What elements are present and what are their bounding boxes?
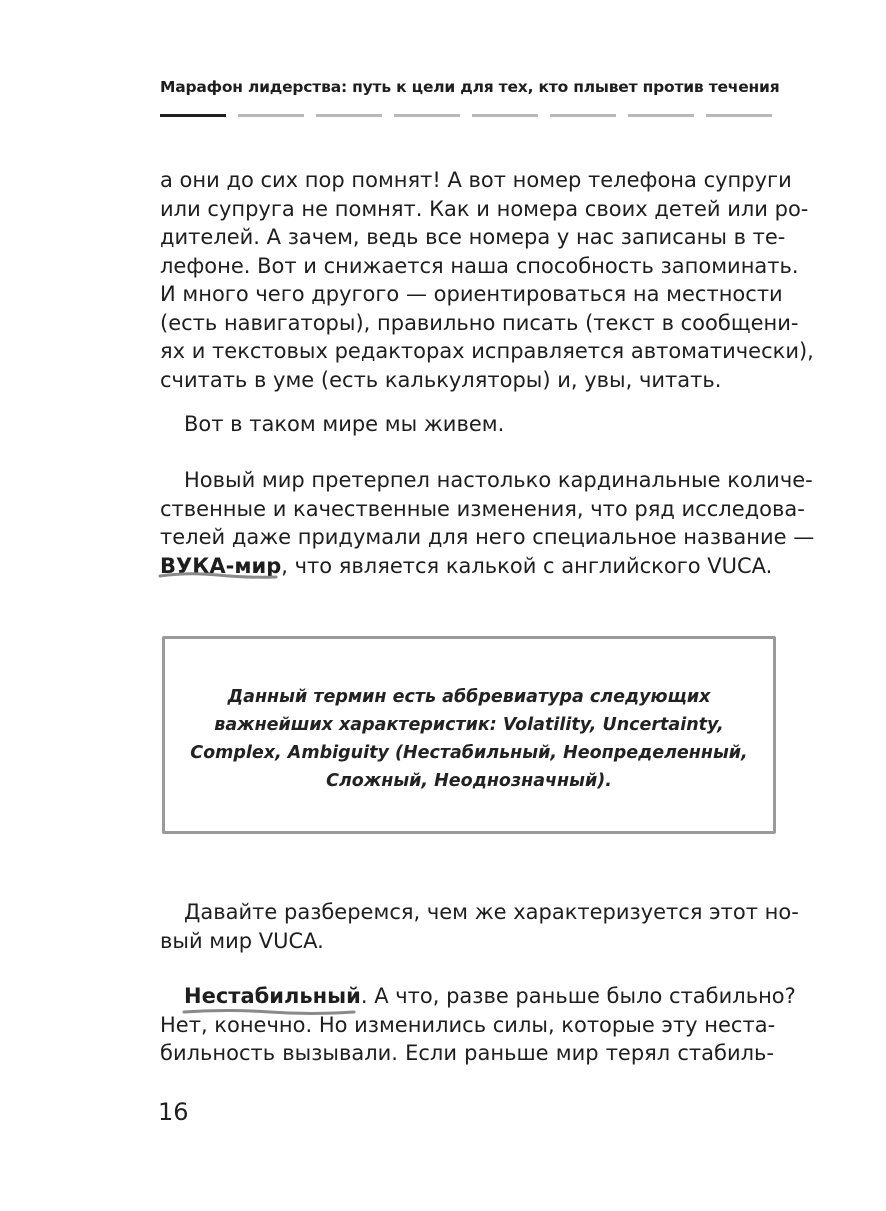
text-line: ственные и качественные изменения, что ряд исследова- — [160, 496, 805, 521]
header-rule-segment — [706, 114, 772, 117]
page-number: 16 — [158, 1098, 189, 1126]
header-rule-segment — [550, 114, 616, 117]
text-line: Нет, конечно. Но изменились силы, которые эту неста- — [160, 1012, 776, 1037]
header-rule-segment — [472, 114, 538, 117]
term-underline — [182, 1006, 358, 1018]
header-rule-segment — [316, 114, 382, 117]
text-line: вый мир VUCA. — [160, 928, 324, 953]
text-line: (есть навигаторы), правильно писать (текст в сообщени- — [160, 310, 799, 335]
text-line: Давайте разберемся, чем же характеризуется этот но- — [184, 900, 799, 924]
text-line: бильность вызывали. Если раньше мир терял стабиль- — [160, 1041, 774, 1065]
paragraph-5 — [160, 982, 796, 1068]
text-fragment: , что является калькой с английского VUCA. — [281, 553, 773, 578]
running-title: Марафон лидерства: путь к цели для тех, кто плывет против течения — [160, 78, 780, 96]
text-line: или супруга не помнят. Как и номера своих детей или ро- — [160, 196, 809, 221]
header-rule-segment — [394, 114, 460, 117]
paragraph-3 — [160, 466, 815, 580]
text-line: а они до сих пор помнят! А вот номер телефона супруги — [160, 168, 792, 192]
term-nestabilnyi: Нестабильный — [184, 984, 361, 1008]
text-fragment: . А что, разве раньше было стабильно? — [360, 984, 796, 1008]
paragraph-4 — [160, 898, 799, 955]
paragraph-2 — [160, 410, 774, 439]
text-line: Вот в таком мире мы живем. — [184, 412, 505, 436]
text-line: считать в уме (есть калькуляторы) и, увы, читать. — [160, 367, 722, 392]
header-rule-segment — [238, 114, 304, 117]
header-rule-segment — [160, 114, 226, 117]
term-vuka-mir: ВУКА-мир — [160, 553, 282, 578]
paragraph-1 — [160, 166, 814, 394]
callout-line: Complex, Ambiguity (Нестабильный, Неопределенный, — [190, 743, 748, 763]
text-line: телей даже придумали для него специальное название — — [160, 525, 815, 549]
callout-text — [165, 683, 773, 795]
text-line: лефоне. Вот и снижается наша способность запоминать. — [160, 253, 799, 278]
callout-box — [162, 636, 776, 834]
callout-line: важнейших характеристик: Volatility, Uncertainty, — [214, 715, 724, 735]
callout-line: Данный термин есть аббревиатура следующих — [227, 687, 711, 707]
callout-line: Сложный, Неоднозначный). — [326, 771, 612, 791]
text-line: дителей. А зачем, ведь все номера у нас записаны в те- — [160, 225, 786, 249]
header-rule-segment — [628, 114, 694, 117]
text-line: ях и текстовых редакторах исправляется автоматически), — [160, 339, 814, 363]
text-line: И много чего другого — ориентироваться на местности — [160, 282, 783, 306]
text-line: Новый мир претерпел настолько кардинальные количе- — [184, 468, 813, 492]
term-underline — [158, 570, 278, 582]
